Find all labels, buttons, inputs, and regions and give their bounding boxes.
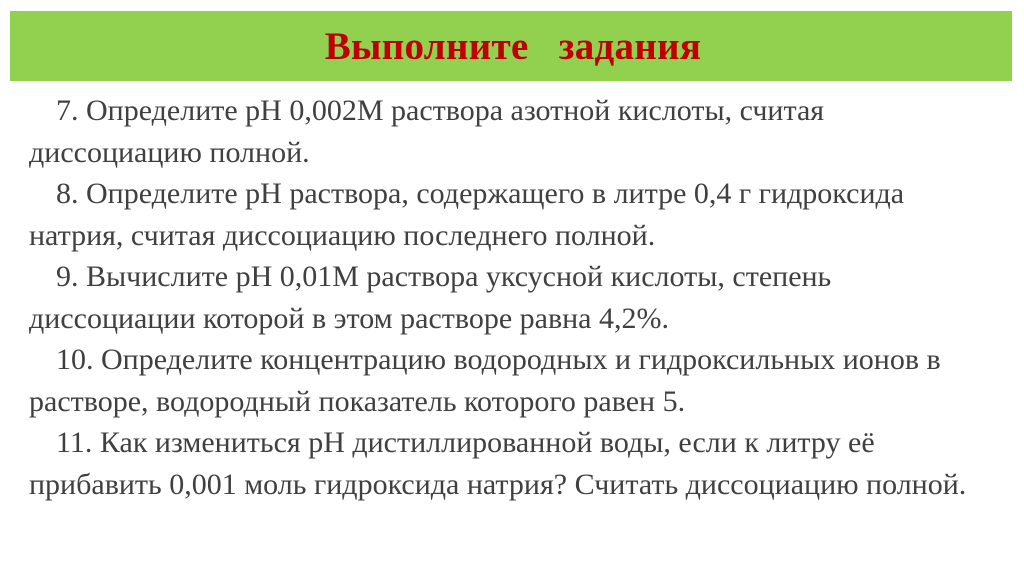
title-bar [10,11,1012,81]
task-11: 11. Как измениться pH дистиллированной воды, если к литру её прибавить 0,001 моль гидроксида натрия? Считать диссоциацию полной. [29,426,967,501]
task-7: 7. Определите pH 0,002M раствора азотной кислоты, считая диссоциацию полной. [29,94,825,169]
task-8: 8. Определите pH раствора, содержащего в литре 0,4 г гидроксида натрия, считая диссоциацию последнего полной. [29,177,905,252]
slide-title: Выполните задания [324,24,702,68]
task-9: 9. Вычислите pH 0,01M раствора уксусной кислоты, степень диссоциации которой в этом растворе равна 4,2%. [29,260,832,335]
task-10: 10. Определите концентрацию водородных и гидроксильных ионов в растворе, водородный показатель которого равен 5. [29,343,941,418]
task-list [29,90,989,505]
